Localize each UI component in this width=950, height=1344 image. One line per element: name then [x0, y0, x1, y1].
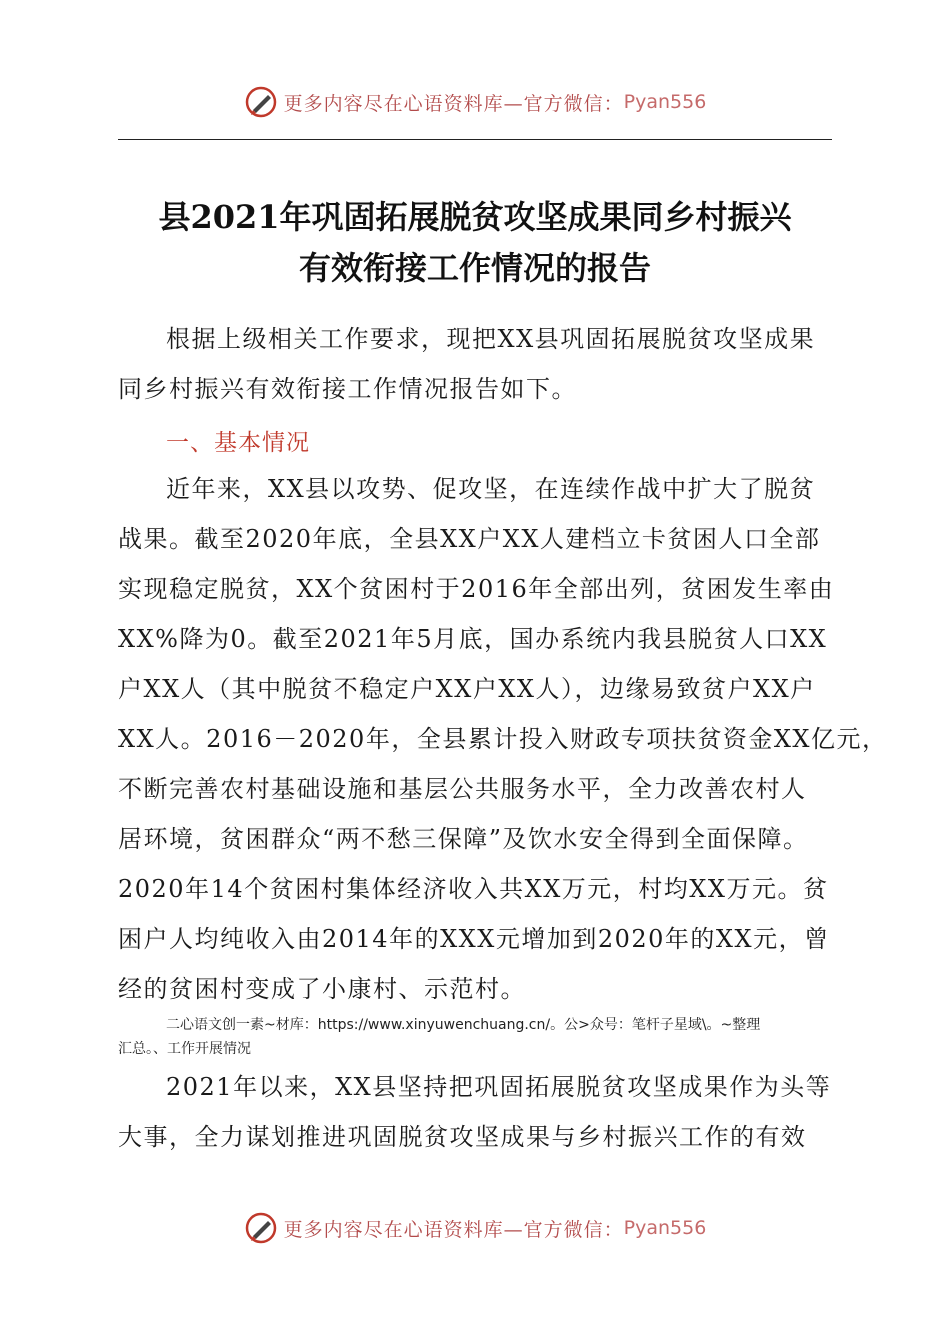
body-line: 大事，全力谋划推进巩固脱贫攻坚成果与乡村振兴工作的有效	[118, 1123, 807, 1151]
intro-line: 根据上级相关工作要求，现把XX县巩固拓展脱贫攻坚成果	[166, 325, 816, 353]
footer-watermark	[0, 1208, 950, 1248]
source-note-line-2: 汇总。、工作开展情况	[118, 1041, 251, 1057]
body-line: XX%降为0。截至2021年5月底，国办系统内我县脱贫人口XX	[118, 625, 828, 653]
body-line: 经的贫困村变成了小康村、示范村。	[118, 975, 526, 1003]
watermark-wechat-id: Pyan556	[623, 1217, 707, 1239]
body-line: 2021年以来，XX县坚持把巩固拓展脱贫攻坚成果作为头等	[166, 1073, 832, 1101]
body-line: 实现稳定脱贫，XX个贫困村于2016年全部出列，贫困发生率由	[118, 575, 835, 603]
body-line: 2020年14个贫困村集体经济收入共XX万元，村均XX万元。贫	[118, 875, 829, 903]
body-line: 不断完善农村基础设施和基层公共服务水平，全力改善农村人	[118, 775, 807, 803]
pen-logo-icon	[244, 85, 278, 119]
document-title-line-1: 县2021年巩固拓展脱贫攻坚成果同乡村振兴	[158, 198, 792, 236]
body-line: 近年来，XX县以攻势、促攻坚，在连续作战中扩大了脱贫	[166, 475, 816, 503]
source-note-line-1: 二心语文创一素~材库：https://www.xinyuwenchuang.cn/。公>众号：笔杆子星域\。~整理	[166, 1017, 761, 1033]
body-line: XX人。2016－2020年，全县累计投入财政专项扶贫资金XX亿元，	[118, 725, 888, 753]
body-line: 困户人均纯收入由2014年的XXX元增加到2020年的XX元，曾	[118, 925, 830, 953]
body-line: 战果。截至2020年底，全县XX户XX人建档立卡贫困人口全部	[118, 525, 821, 553]
watermark-wechat-id: Pyan556	[623, 91, 707, 113]
header-watermark	[0, 82, 950, 122]
watermark-text: 更多内容尽在心语资料库—官方微信：	[283, 92, 624, 115]
body-line: 居环境，贫困群众“两不愁三保障”及饮水安全得到全面保障。	[118, 825, 809, 853]
watermark-text: 更多内容尽在心语资料库—官方微信：	[283, 1218, 624, 1241]
pen-logo-icon	[244, 1211, 278, 1245]
section-heading-basic-situation: 一、基本情况	[166, 430, 310, 456]
intro-line: 同乡村振兴有效衔接工作情况报告如下。	[118, 375, 577, 403]
header-divider	[118, 139, 832, 140]
body-line: 户XX人（其中脱贫不稳定户XX户XX人），边缘易致贫户XX户	[118, 675, 816, 703]
document-title-line-2: 有效衔接工作情况的报告	[298, 249, 651, 287]
